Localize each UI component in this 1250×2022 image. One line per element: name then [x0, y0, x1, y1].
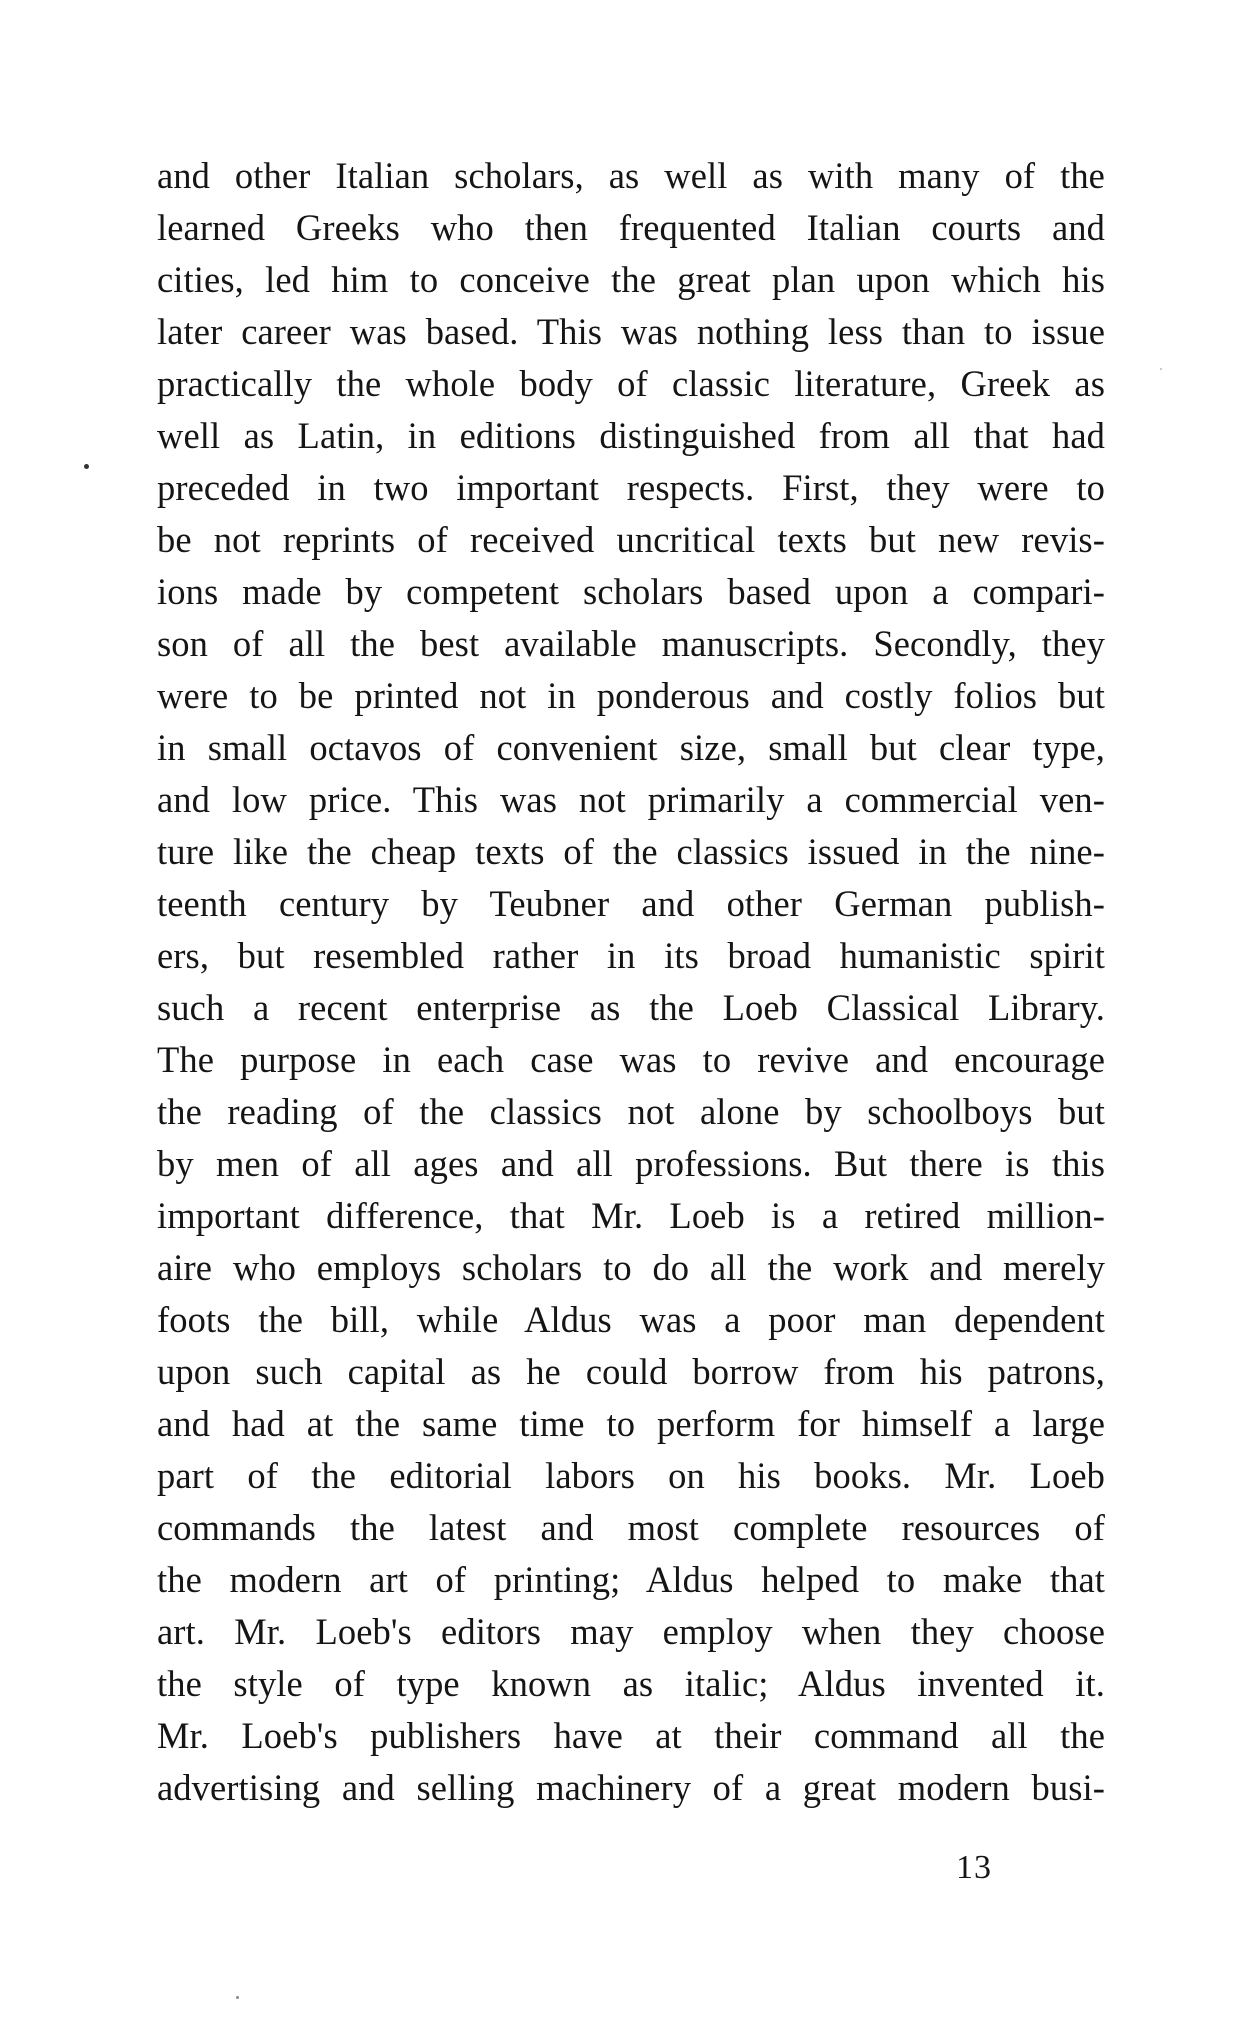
text-line: the modern art of printing; Aldus helped to make that	[157, 1559, 1105, 1600]
text-line: ions made by competent scholars based upon a compari-	[157, 571, 1105, 612]
text-line: were to be printed not in ponderous and costly folios but	[157, 675, 1105, 716]
text-line: aire who employs scholars to do all the work and merely	[157, 1247, 1105, 1288]
text-line: important difference, that Mr. Loeb is a retired million-	[157, 1195, 1105, 1236]
text-line: advertising and selling machinery of a great modern busi-	[157, 1767, 1105, 1808]
text-line: such a recent enterprise as the Loeb Classical Library.	[157, 987, 1105, 1028]
print-speck	[236, 1996, 239, 1999]
text-line: cities, led him to conceive the great plan upon which his	[157, 259, 1105, 300]
text-line: later career was based. This was nothing less than to issue	[157, 311, 1105, 352]
page-number: 13	[956, 1849, 992, 1886]
text-line: learned Greeks who then frequented Italian courts and	[157, 207, 1105, 248]
text-line: practically the whole body of classic literature, Greek as	[157, 363, 1105, 404]
print-speck	[84, 464, 89, 469]
text-line: well as Latin, in editions distinguished from all that had	[157, 415, 1105, 456]
text-line: The purpose in each case was to revive and encourage	[157, 1039, 1105, 1080]
print-speck	[1160, 368, 1162, 370]
text-line: ture like the cheap texts of the classics issued in the nine-	[157, 831, 1105, 872]
text-line: be not reprints of received uncritical texts but new revis-	[157, 519, 1105, 560]
text-line: upon such capital as he could borrow from his patrons,	[157, 1351, 1105, 1392]
text-line: the style of type known as italic; Aldus invented it.	[157, 1663, 1105, 1704]
text-line: and low price. This was not primarily a commercial ven-	[157, 779, 1105, 820]
body-text	[157, 150, 1105, 1814]
text-line: teenth century by Teubner and other German publish-	[157, 883, 1105, 924]
text-line: Mr. Loeb's publishers have at their command all the	[157, 1715, 1105, 1756]
text-line: in small octavos of convenient size, small but clear type,	[157, 727, 1105, 768]
text-line: and other Italian scholars, as well as with many of the	[157, 155, 1105, 196]
text-line: by men of all ages and all professions. But there is this	[157, 1143, 1105, 1184]
text-line: ers, but resembled rather in its broad humanistic spirit	[157, 935, 1105, 976]
text-line: and had at the same time to perform for himself a large	[157, 1403, 1105, 1444]
text-line: son of all the best available manuscripts. Secondly, they	[157, 623, 1105, 664]
text-line: part of the editorial labors on his books. Mr. Loeb	[157, 1455, 1105, 1496]
text-line: art. Mr. Loeb's editors may employ when they choose	[157, 1611, 1105, 1652]
text-line: the reading of the classics not alone by schoolboys but	[157, 1091, 1105, 1132]
text-line: foots the bill, while Aldus was a poor man dependent	[157, 1299, 1105, 1340]
text-line: preceded in two important respects. First, they were to	[157, 467, 1105, 508]
text-line: commands the latest and most complete resources of	[157, 1507, 1105, 1548]
